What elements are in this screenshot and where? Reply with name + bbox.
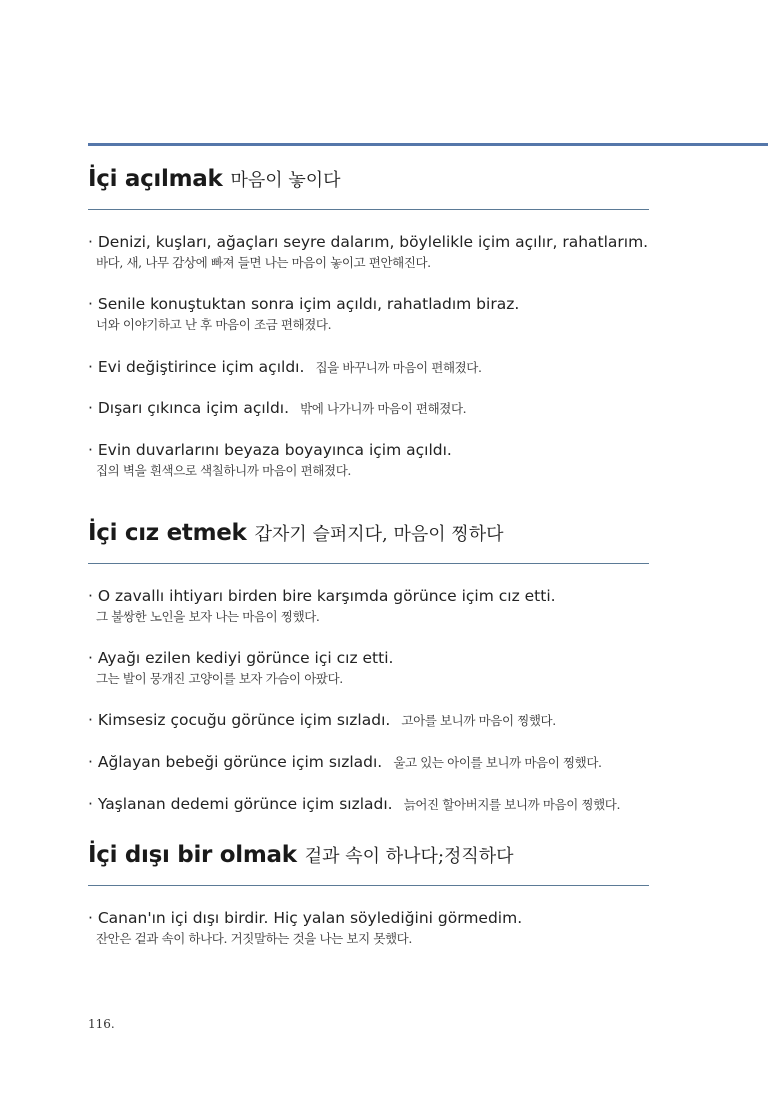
- section-heading: [88, 520, 649, 560]
- example-korean: 울고 있는 아이를 보니까 마음이 찡했다.: [393, 755, 602, 770]
- example-turkish: · Evi değiştirince içim açıldı.: [88, 358, 305, 376]
- idiom-term: İçi cız etmek: [88, 520, 247, 546]
- example: [88, 648, 668, 687]
- example-turkish: · Evin duvarlarını beyaza boyayınca içim açıldı.: [88, 441, 452, 459]
- example-korean: 집을 바꾸니까 마음이 편해졌다.: [315, 360, 482, 375]
- example: [88, 357, 668, 376]
- example-korean: 밖에 나가니까 마음이 편해졌다.: [300, 401, 467, 416]
- example-turkish: · Denizi, kuşları, ağaçları seyre dalarım, böylelikle içim açılır, rahatlarım.: [88, 233, 649, 251]
- example: [88, 794, 668, 813]
- example: [88, 710, 668, 729]
- section-rule: [88, 563, 649, 564]
- example: [88, 294, 668, 333]
- example: [88, 232, 668, 271]
- example: [88, 440, 668, 479]
- example-turkish: · Yaşlanan dedemi görünce içim sızladı.: [88, 795, 393, 813]
- section-heading: [88, 842, 649, 882]
- example-korean: 그 불쌍한 노인을 보자 나는 마음이 찡했다.: [96, 609, 320, 624]
- example: [88, 398, 668, 417]
- idiom-meaning: 마음이 놓이다: [230, 170, 341, 191]
- idiom-section: [88, 520, 649, 813]
- example-korean: 고아를 보니까 마음이 찡했다.: [401, 713, 556, 728]
- example-korean: 집의 벽을 흰색으로 색칠하니까 마음이 편해졌다.: [96, 463, 351, 478]
- section-heading: [88, 166, 649, 206]
- section-rule: [88, 209, 649, 210]
- example: [88, 586, 668, 625]
- idiom-meaning: 겉과 속이 하나다;정직하다: [304, 846, 514, 867]
- example-korean: 늙어진 할아버지를 보니까 마음이 찡했다.: [403, 797, 621, 812]
- example-korean: 잔안은 겉과 속이 하나다. 거짓말하는 것을 나는 보지 못했다.: [96, 931, 412, 946]
- example-turkish: · O zavallı ihtiyarı birden bire karşımda görünce içim cız etti.: [88, 587, 556, 605]
- example-turkish: · Senile konuştuktan sonra içim açıldı, rahatladım biraz.: [88, 295, 520, 313]
- example-korean: 바다, 새, 나무 감상에 빠져 들면 나는 마음이 놓이고 편안해진다.: [96, 255, 431, 270]
- example-turkish: · Dışarı çıkınca içim açıldı.: [88, 399, 290, 417]
- example-turkish: · Ağlayan bebeği görünce içim sızladı.: [88, 753, 383, 771]
- example-turkish: · Canan'ın içi dışı birdir. Hiç yalan söylediğini görmedim.: [88, 909, 523, 927]
- idiom-section: [88, 842, 649, 946]
- page-number: 116.: [88, 1017, 115, 1031]
- example: [88, 908, 668, 947]
- section-rule: [88, 885, 649, 886]
- idiom-term: İçi açılmak: [88, 166, 223, 192]
- example-korean: 그는 발이 뭉개진 고양이를 보자 가슴이 아팠다.: [96, 671, 343, 686]
- idiom-meaning: 갑자기 슬퍼지다, 마음이 찡하다: [254, 524, 504, 545]
- example-turkish: · Ayağı ezilen kediyi görünce içi cız etti.: [88, 649, 394, 667]
- example-turkish: · Kimsesiz çocuğu görünce içim sızladı.: [88, 711, 391, 729]
- example-korean: 너와 이야기하고 난 후 마음이 조금 편해졌다.: [96, 317, 332, 332]
- top-rule: [88, 143, 768, 146]
- idiom-term: İçi dışı bir olmak: [88, 842, 297, 868]
- idiom-section: [88, 166, 649, 478]
- example: [88, 752, 668, 771]
